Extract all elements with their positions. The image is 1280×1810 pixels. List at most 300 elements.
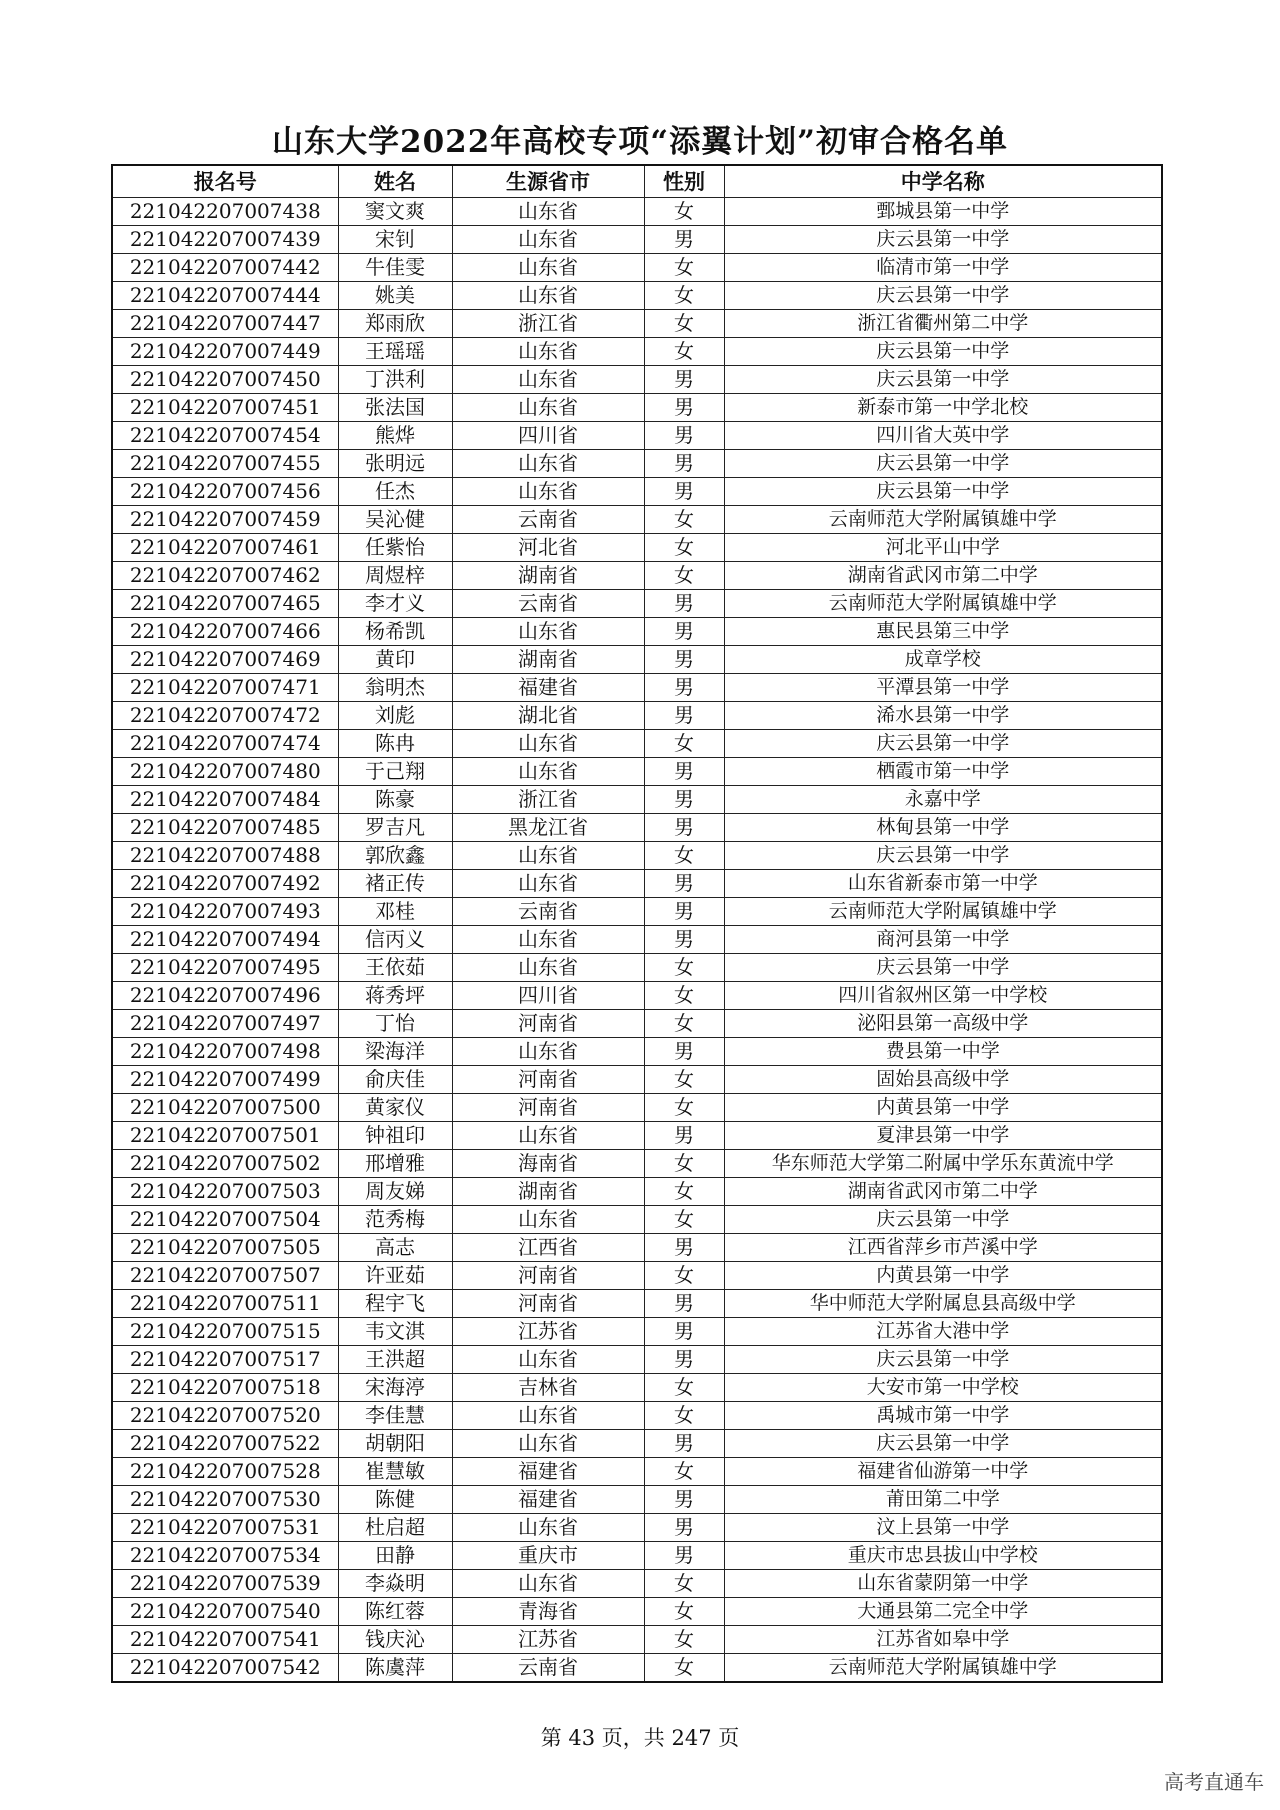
cell-gender: 男 <box>644 226 724 254</box>
cell-gender: 男 <box>644 1514 724 1542</box>
table-row <box>112 1178 1162 1206</box>
table-row <box>112 1402 1162 1430</box>
cell-school: 费县第一中学 <box>724 1038 1162 1066</box>
cell-registration-number: 221042207007459 <box>112 506 338 534</box>
cell-gender: 男 <box>644 926 724 954</box>
cell-gender: 女 <box>644 198 724 226</box>
cell-registration-number: 221042207007451 <box>112 394 338 422</box>
cell-school: 固始县高级中学 <box>724 1066 1162 1094</box>
cell-province: 山东省 <box>452 1430 644 1458</box>
cell-name: 陈虞萍 <box>338 1654 452 1683</box>
cell-province: 河南省 <box>452 1290 644 1318</box>
cell-registration-number: 221042207007447 <box>112 310 338 338</box>
cell-school: 庆云县第一中学 <box>724 338 1162 366</box>
cell-gender: 女 <box>644 1458 724 1486</box>
cell-name: 韦文淇 <box>338 1318 452 1346</box>
cell-school: 庆云县第一中学 <box>724 366 1162 394</box>
cell-name: 任紫怡 <box>338 534 452 562</box>
cell-name: 田静 <box>338 1542 452 1570</box>
cell-province: 云南省 <box>452 590 644 618</box>
cell-province: 河北省 <box>452 534 644 562</box>
cell-province: 山东省 <box>452 254 644 282</box>
cell-gender: 女 <box>644 842 724 870</box>
table-row <box>112 1570 1162 1598</box>
table-row <box>112 1038 1162 1066</box>
cell-school: 云南师范大学附属镇雄中学 <box>724 590 1162 618</box>
cell-registration-number: 221042207007495 <box>112 954 338 982</box>
cell-school: 临清市第一中学 <box>724 254 1162 282</box>
cell-registration-number: 221042207007465 <box>112 590 338 618</box>
table-row <box>112 590 1162 618</box>
cell-province: 江西省 <box>452 1234 644 1262</box>
table-row <box>112 226 1162 254</box>
cell-province: 山东省 <box>452 1402 644 1430</box>
cell-gender: 男 <box>644 618 724 646</box>
cell-school: 商河县第一中学 <box>724 926 1162 954</box>
cell-name: 于己翔 <box>338 758 452 786</box>
cell-name: 周煜梓 <box>338 562 452 590</box>
cell-province: 湖北省 <box>452 702 644 730</box>
cell-province: 浙江省 <box>452 786 644 814</box>
cell-gender: 女 <box>644 282 724 310</box>
cell-school: 栖霞市第一中学 <box>724 758 1162 786</box>
cell-registration-number: 221042207007456 <box>112 478 338 506</box>
column-header-gender: 性别 <box>644 165 724 198</box>
cell-registration-number: 221042207007530 <box>112 1486 338 1514</box>
cell-school: 新泰市第一中学北校 <box>724 394 1162 422</box>
cell-gender: 男 <box>644 394 724 422</box>
document-title: 山东大学2022年高校专项“添翼计划”初审合格名单 <box>272 124 1008 160</box>
cell-province: 重庆市 <box>452 1542 644 1570</box>
cell-name: 郭欣鑫 <box>338 842 452 870</box>
cell-registration-number: 221042207007454 <box>112 422 338 450</box>
cell-name: 钟祖印 <box>338 1122 452 1150</box>
cell-registration-number: 221042207007502 <box>112 1150 338 1178</box>
cell-registration-number: 221042207007504 <box>112 1206 338 1234</box>
cell-gender: 女 <box>644 1010 724 1038</box>
table-row <box>112 1262 1162 1290</box>
cell-name: 陈红蓉 <box>338 1598 452 1626</box>
cell-registration-number: 221042207007444 <box>112 282 338 310</box>
cell-school: 庆云县第一中学 <box>724 1206 1162 1234</box>
cell-name: 窦文爽 <box>338 198 452 226</box>
cell-name: 吴沁健 <box>338 506 452 534</box>
table-row <box>112 870 1162 898</box>
cell-name: 高志 <box>338 1234 452 1262</box>
cell-school: 江苏省大港中学 <box>724 1318 1162 1346</box>
cell-school: 成章学校 <box>724 646 1162 674</box>
cell-province: 福建省 <box>452 674 644 702</box>
cell-school: 重庆市忠县拔山中学校 <box>724 1542 1162 1570</box>
cell-province: 河南省 <box>452 1066 644 1094</box>
table-row <box>112 366 1162 394</box>
cell-name: 梁海洋 <box>338 1038 452 1066</box>
cell-province: 山东省 <box>452 730 644 758</box>
cell-province: 山东省 <box>452 226 644 254</box>
cell-school: 河北平山中学 <box>724 534 1162 562</box>
cell-province: 山东省 <box>452 842 644 870</box>
cell-province: 山东省 <box>452 338 644 366</box>
cell-school: 庆云县第一中学 <box>724 1430 1162 1458</box>
cell-province: 山东省 <box>452 450 644 478</box>
cell-school: 江西省萍乡市芦溪中学 <box>724 1234 1162 1262</box>
cell-province: 山东省 <box>452 394 644 422</box>
cell-province: 河南省 <box>452 1094 644 1122</box>
table-row <box>112 646 1162 674</box>
cell-name: 张法国 <box>338 394 452 422</box>
table-row <box>112 954 1162 982</box>
cell-name: 胡朝阳 <box>338 1430 452 1458</box>
cell-registration-number: 221042207007542 <box>112 1654 338 1683</box>
table-row <box>112 450 1162 478</box>
cell-gender: 女 <box>644 1066 724 1094</box>
table-row <box>112 1626 1162 1654</box>
table-row <box>112 198 1162 226</box>
cell-province: 山东省 <box>452 618 644 646</box>
table-row <box>112 618 1162 646</box>
cell-name: 王依茹 <box>338 954 452 982</box>
table-row <box>112 982 1162 1010</box>
cell-school: 庆云县第一中学 <box>724 1346 1162 1374</box>
cell-gender: 女 <box>644 506 724 534</box>
table-row <box>112 1122 1162 1150</box>
cell-name: 李才义 <box>338 590 452 618</box>
cell-province: 福建省 <box>452 1486 644 1514</box>
cell-school: 禹城市第一中学 <box>724 1402 1162 1430</box>
cell-name: 刘彪 <box>338 702 452 730</box>
cell-name: 许亚茹 <box>338 1262 452 1290</box>
cell-school: 庆云县第一中学 <box>724 954 1162 982</box>
cell-school: 大安市第一中学校 <box>724 1374 1162 1402</box>
table-row <box>112 926 1162 954</box>
cell-gender: 女 <box>644 1654 724 1683</box>
cell-province: 湖南省 <box>452 1178 644 1206</box>
cell-province: 山东省 <box>452 1570 644 1598</box>
cell-gender: 男 <box>644 1290 724 1318</box>
cell-school: 华中师范大学附属息县高级中学 <box>724 1290 1162 1318</box>
cell-name: 崔慧敏 <box>338 1458 452 1486</box>
roster-body <box>112 198 1162 1683</box>
cell-gender: 女 <box>644 254 724 282</box>
cell-gender: 男 <box>644 1346 724 1374</box>
cell-name: 张明远 <box>338 450 452 478</box>
table-row <box>112 506 1162 534</box>
cell-province: 山东省 <box>452 926 644 954</box>
cell-gender: 男 <box>644 1122 724 1150</box>
cell-registration-number: 221042207007461 <box>112 534 338 562</box>
cell-school: 惠民县第三中学 <box>724 618 1162 646</box>
roster-table <box>111 164 1163 1683</box>
cell-registration-number: 221042207007534 <box>112 1542 338 1570</box>
cell-registration-number: 221042207007488 <box>112 842 338 870</box>
cell-registration-number: 221042207007539 <box>112 1570 338 1598</box>
cell-name: 李焱明 <box>338 1570 452 1598</box>
cell-registration-number: 221042207007480 <box>112 758 338 786</box>
cell-name: 范秀梅 <box>338 1206 452 1234</box>
cell-name: 杨希凯 <box>338 618 452 646</box>
table-row <box>112 1094 1162 1122</box>
table-row <box>112 898 1162 926</box>
cell-gender: 男 <box>644 450 724 478</box>
cell-school: 莆田第二中学 <box>724 1486 1162 1514</box>
cell-school: 庆云县第一中学 <box>724 842 1162 870</box>
cell-registration-number: 221042207007518 <box>112 1374 338 1402</box>
cell-gender: 男 <box>644 1038 724 1066</box>
cell-name: 陈冉 <box>338 730 452 758</box>
cell-school: 山东省蒙阴第一中学 <box>724 1570 1162 1598</box>
table-row <box>112 562 1162 590</box>
cell-name: 黄印 <box>338 646 452 674</box>
table-row <box>112 842 1162 870</box>
cell-registration-number: 221042207007528 <box>112 1458 338 1486</box>
cell-gender: 女 <box>644 1374 724 1402</box>
table-row <box>112 758 1162 786</box>
cell-registration-number: 221042207007439 <box>112 226 338 254</box>
cell-school: 浙江省衢州第二中学 <box>724 310 1162 338</box>
cell-registration-number: 221042207007471 <box>112 674 338 702</box>
cell-province: 四川省 <box>452 982 644 1010</box>
cell-school: 福建省仙游第一中学 <box>724 1458 1162 1486</box>
cell-province: 海南省 <box>452 1150 644 1178</box>
cell-gender: 男 <box>644 366 724 394</box>
cell-gender: 男 <box>644 1486 724 1514</box>
table-row <box>112 478 1162 506</box>
page-footer: 第 43 页，共 247 页 <box>540 1726 740 1750</box>
table-row <box>112 786 1162 814</box>
cell-name: 李佳慧 <box>338 1402 452 1430</box>
cell-province: 山东省 <box>452 1346 644 1374</box>
cell-school: 庆云县第一中学 <box>724 450 1162 478</box>
cell-gender: 女 <box>644 1626 724 1654</box>
cell-province: 山东省 <box>452 1514 644 1542</box>
cell-registration-number: 221042207007501 <box>112 1122 338 1150</box>
cell-gender: 女 <box>644 310 724 338</box>
cell-registration-number: 221042207007496 <box>112 982 338 1010</box>
cell-province: 福建省 <box>452 1458 644 1486</box>
cell-registration-number: 221042207007455 <box>112 450 338 478</box>
table-row <box>112 1346 1162 1374</box>
cell-province: 河南省 <box>452 1262 644 1290</box>
cell-province: 山东省 <box>452 366 644 394</box>
cell-gender: 男 <box>644 422 724 450</box>
cell-province: 江苏省 <box>452 1318 644 1346</box>
cell-name: 丁洪利 <box>338 366 452 394</box>
table-row <box>112 1458 1162 1486</box>
cell-gender: 男 <box>644 590 724 618</box>
cell-name: 丁怡 <box>338 1010 452 1038</box>
table-row <box>112 1318 1162 1346</box>
cell-name: 邢增雅 <box>338 1150 452 1178</box>
table-row <box>112 1654 1162 1683</box>
cell-gender: 男 <box>644 1234 724 1262</box>
cell-name: 任杰 <box>338 478 452 506</box>
cell-school: 庆云县第一中学 <box>724 478 1162 506</box>
cell-name: 俞庆佳 <box>338 1066 452 1094</box>
table-row <box>112 534 1162 562</box>
cell-name: 周友娣 <box>338 1178 452 1206</box>
cell-registration-number: 221042207007494 <box>112 926 338 954</box>
cell-gender: 女 <box>644 534 724 562</box>
cell-province: 山东省 <box>452 758 644 786</box>
cell-name: 王洪超 <box>338 1346 452 1374</box>
cell-gender: 女 <box>644 1598 724 1626</box>
cell-gender: 女 <box>644 338 724 366</box>
cell-name: 程宇飞 <box>338 1290 452 1318</box>
cell-registration-number: 221042207007493 <box>112 898 338 926</box>
cell-name: 熊烨 <box>338 422 452 450</box>
cell-registration-number: 221042207007442 <box>112 254 338 282</box>
table-row <box>112 1374 1162 1402</box>
cell-gender: 女 <box>644 954 724 982</box>
cell-province: 山东省 <box>452 870 644 898</box>
cell-name: 钱庆沁 <box>338 1626 452 1654</box>
cell-gender: 男 <box>644 870 724 898</box>
cell-province: 云南省 <box>452 1654 644 1683</box>
cell-name: 郑雨欣 <box>338 310 452 338</box>
cell-registration-number: 221042207007517 <box>112 1346 338 1374</box>
cell-registration-number: 221042207007505 <box>112 1234 338 1262</box>
cell-school: 浠水县第一中学 <box>724 702 1162 730</box>
cell-registration-number: 221042207007484 <box>112 786 338 814</box>
cell-registration-number: 221042207007450 <box>112 366 338 394</box>
table-row <box>112 338 1162 366</box>
cell-registration-number: 221042207007511 <box>112 1290 338 1318</box>
cell-gender: 男 <box>644 674 724 702</box>
cell-gender: 女 <box>644 1150 724 1178</box>
cell-registration-number: 221042207007466 <box>112 618 338 646</box>
cell-province: 湖南省 <box>452 646 644 674</box>
table-row <box>112 1150 1162 1178</box>
cell-registration-number: 221042207007438 <box>112 198 338 226</box>
table-row <box>112 1486 1162 1514</box>
table-row <box>112 1010 1162 1038</box>
cell-registration-number: 221042207007540 <box>112 1598 338 1626</box>
cell-gender: 女 <box>644 730 724 758</box>
cell-school: 永嘉中学 <box>724 786 1162 814</box>
cell-province: 云南省 <box>452 506 644 534</box>
cell-school: 云南师范大学附属镇雄中学 <box>724 898 1162 926</box>
cell-name: 蒋秀坪 <box>338 982 452 1010</box>
cell-province: 山东省 <box>452 1122 644 1150</box>
cell-registration-number: 221042207007492 <box>112 870 338 898</box>
cell-gender: 男 <box>644 814 724 842</box>
cell-registration-number: 221042207007498 <box>112 1038 338 1066</box>
cell-gender: 男 <box>644 898 724 926</box>
cell-school: 华东师范大学第二附属中学乐东黄流中学 <box>724 1150 1162 1178</box>
cell-school: 庆云县第一中学 <box>724 226 1162 254</box>
cell-registration-number: 221042207007520 <box>112 1402 338 1430</box>
cell-school: 内黄县第一中学 <box>724 1094 1162 1122</box>
table-row <box>112 1290 1162 1318</box>
cell-school: 林甸县第一中学 <box>724 814 1162 842</box>
cell-province: 山东省 <box>452 478 644 506</box>
cell-name: 宋钊 <box>338 226 452 254</box>
cell-name: 陈豪 <box>338 786 452 814</box>
table-row <box>112 394 1162 422</box>
cell-gender: 女 <box>644 982 724 1010</box>
table-row <box>112 254 1162 282</box>
cell-school: 平潭县第一中学 <box>724 674 1162 702</box>
cell-school: 内黄县第一中学 <box>724 1262 1162 1290</box>
table-row <box>112 702 1162 730</box>
cell-name: 宋海渟 <box>338 1374 452 1402</box>
table-row <box>112 674 1162 702</box>
cell-school: 泌阳县第一高级中学 <box>724 1010 1162 1038</box>
cell-registration-number: 221042207007531 <box>112 1514 338 1542</box>
cell-province: 浙江省 <box>452 310 644 338</box>
cell-gender: 男 <box>644 1318 724 1346</box>
cell-gender: 女 <box>644 1570 724 1598</box>
cell-gender: 女 <box>644 1262 724 1290</box>
cell-registration-number: 221042207007449 <box>112 338 338 366</box>
cell-school: 夏津县第一中学 <box>724 1122 1162 1150</box>
cell-name: 杜启超 <box>338 1514 452 1542</box>
cell-gender: 女 <box>644 1206 724 1234</box>
cell-gender: 女 <box>644 1094 724 1122</box>
cell-registration-number: 221042207007485 <box>112 814 338 842</box>
table-row <box>112 1598 1162 1626</box>
table-row <box>112 1206 1162 1234</box>
cell-registration-number: 221042207007503 <box>112 1178 338 1206</box>
cell-registration-number: 221042207007497 <box>112 1010 338 1038</box>
column-header-registration-number: 报名号 <box>112 165 338 198</box>
cell-gender: 男 <box>644 758 724 786</box>
cell-registration-number: 221042207007541 <box>112 1626 338 1654</box>
cell-province: 湖南省 <box>452 562 644 590</box>
column-header-name: 姓名 <box>338 165 452 198</box>
cell-school: 山东省新泰市第一中学 <box>724 870 1162 898</box>
cell-school: 庆云县第一中学 <box>724 730 1162 758</box>
cell-school: 汶上县第一中学 <box>724 1514 1162 1542</box>
cell-name: 翁明杰 <box>338 674 452 702</box>
cell-school: 湖南省武冈市第二中学 <box>724 562 1162 590</box>
table-row <box>112 730 1162 758</box>
cell-name: 褚正传 <box>338 870 452 898</box>
cell-registration-number: 221042207007522 <box>112 1430 338 1458</box>
cell-name: 邓桂 <box>338 898 452 926</box>
cell-gender: 男 <box>644 646 724 674</box>
cell-registration-number: 221042207007474 <box>112 730 338 758</box>
cell-province: 河南省 <box>452 1010 644 1038</box>
cell-province: 江苏省 <box>452 1626 644 1654</box>
cell-province: 吉林省 <box>452 1374 644 1402</box>
table-row <box>112 1542 1162 1570</box>
cell-school: 江苏省如皋中学 <box>724 1626 1162 1654</box>
cell-name: 信丙义 <box>338 926 452 954</box>
cell-gender: 男 <box>644 786 724 814</box>
cell-name: 罗吉凡 <box>338 814 452 842</box>
cell-gender: 女 <box>644 1178 724 1206</box>
cell-gender: 女 <box>644 562 724 590</box>
cell-name: 黄家仪 <box>338 1094 452 1122</box>
cell-province: 山东省 <box>452 282 644 310</box>
column-header-province: 生源省市 <box>452 165 644 198</box>
cell-province: 山东省 <box>452 1038 644 1066</box>
table-row <box>112 1514 1162 1542</box>
cell-gender: 男 <box>644 478 724 506</box>
cell-school: 鄄城县第一中学 <box>724 198 1162 226</box>
cell-province: 山东省 <box>452 1206 644 1234</box>
cell-name: 牛佳雯 <box>338 254 452 282</box>
cell-gender: 女 <box>644 1402 724 1430</box>
cell-school: 云南师范大学附属镇雄中学 <box>724 506 1162 534</box>
cell-name: 姚美 <box>338 282 452 310</box>
table-row <box>112 1430 1162 1458</box>
cell-registration-number: 221042207007515 <box>112 1318 338 1346</box>
cell-registration-number: 221042207007469 <box>112 646 338 674</box>
cell-registration-number: 221042207007507 <box>112 1262 338 1290</box>
cell-school: 四川省大英中学 <box>724 422 1162 450</box>
